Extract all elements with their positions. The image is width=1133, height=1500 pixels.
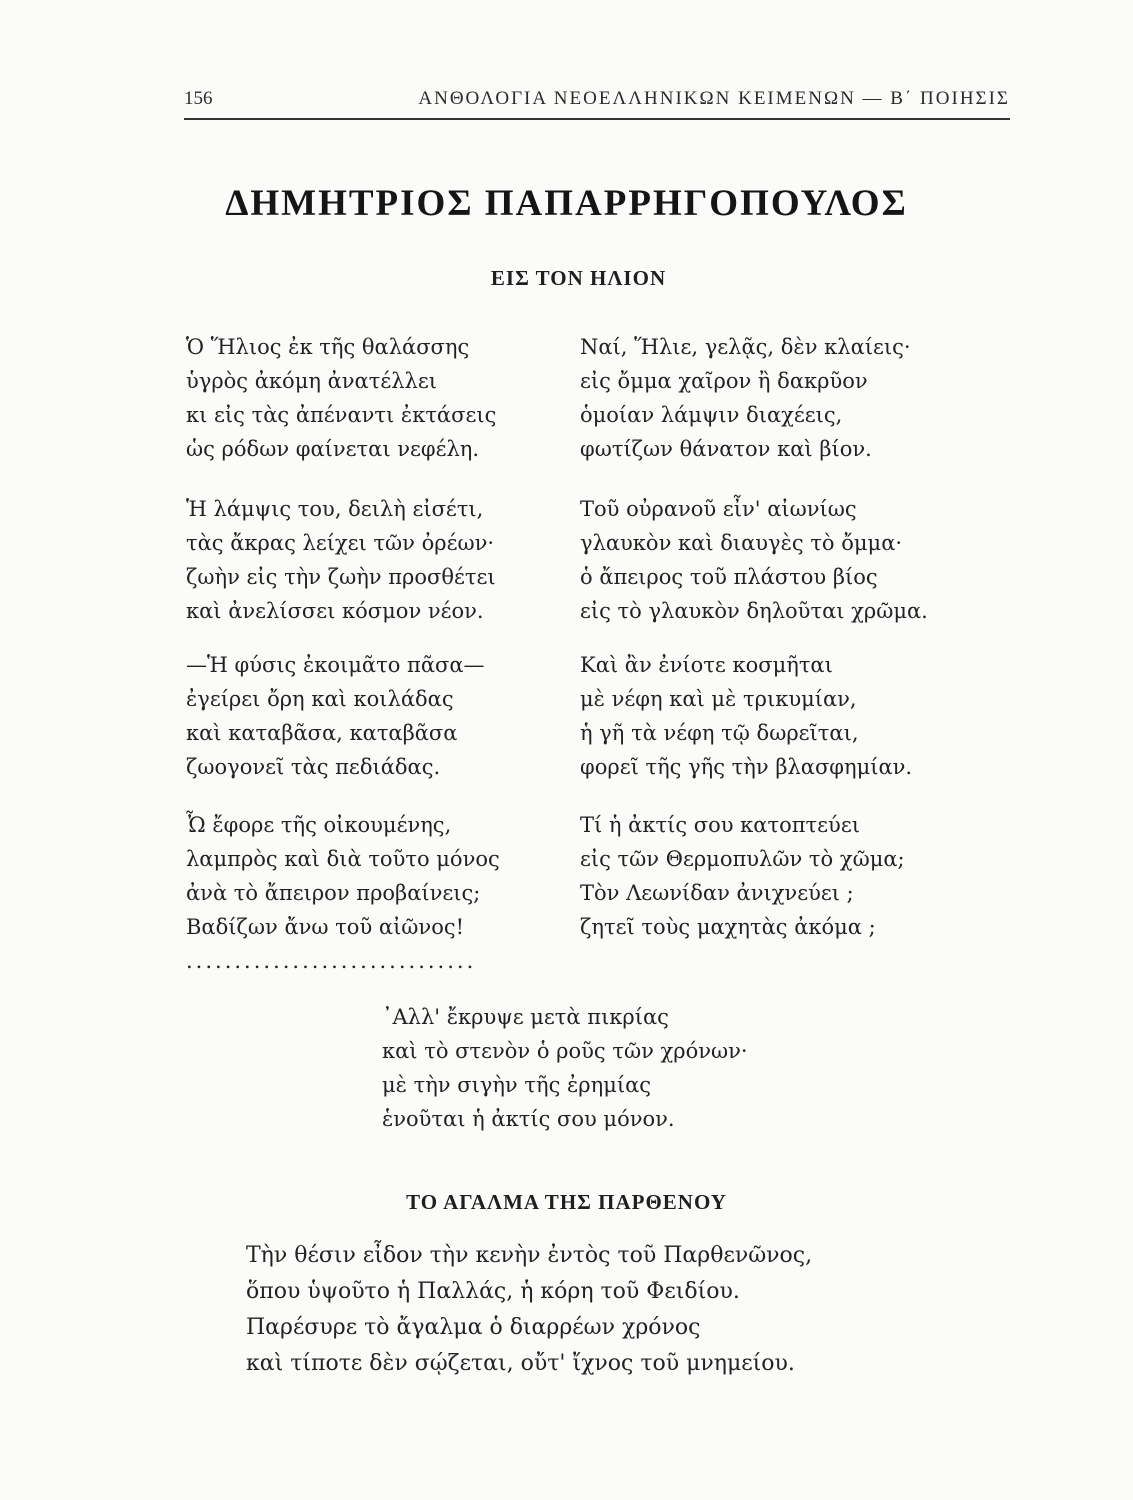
verse-line: Τὸν Λεωνίδαν ἀνιχνεύει ; — [580, 881, 854, 905]
verse-line: Τοῦ οὐρανοῦ εἶν' αἰωνίως — [580, 497, 857, 521]
verse-line: καὶ τὸ στενὸν ὁ ροῦς τῶν χρόνων· — [382, 1039, 748, 1063]
poem1-coda-stanza — [382, 1000, 748, 1136]
verse-line: Τί ἡ ἀκτίς σου κατοπτεύει — [580, 813, 860, 837]
stanza — [186, 648, 485, 784]
stanza — [186, 330, 496, 466]
verse-line: εἰς ὄμμα χαῖρον ἢ δακρῦον — [580, 369, 868, 393]
verse-line: μὲ νέφη καὶ μὲ τρικυμίαν, — [580, 687, 857, 711]
verse-line: εἰς τὸ γλαυκὸν δηλοῦται χρῶμα. — [580, 599, 928, 623]
verse-line: λαμπρὸς καὶ διὰ τοῦτο μόνος — [186, 847, 500, 871]
verse-line: Ναί, Ἥλιε, γελᾷς, δὲν κλαίεις· — [580, 335, 911, 359]
stanza — [186, 492, 496, 628]
verse-line: ὅπου ὑψοῦτο ἡ Παλλάς, ἡ κόρη τοῦ Φειδίου. — [246, 1279, 740, 1304]
verse-line: ὑγρὸς ἀκόμη ἀνατέλλει — [186, 369, 437, 393]
verse-line: Ἡ λάμψις του, δειλὴ εἰσέτι, — [186, 497, 484, 521]
verse-line: ἐγείρει ὄρη καὶ κοιλάδας — [186, 687, 454, 711]
page-number: 156 — [184, 88, 213, 109]
poem-title-statue: ΤΟ ΑΓΑΛΜΑ ΤΗΣ ΠΑΡΘΕΝΟΥ — [406, 1190, 727, 1214]
verse-line: Βαδίζων ἄνω τοῦ αἰῶνος! — [186, 915, 465, 939]
verse-line: ὁμοίαν λάμψιν διαχέεις, — [580, 403, 843, 427]
verse-line: ζητεῖ τοὺς μαχητὰς ἀκόμα ; — [580, 915, 876, 939]
verse-line: Τὴν θέσιν εἶδον τὴν κενὴν ἐντὸς τοῦ Παρθενῶνος, — [246, 1243, 813, 1268]
verse-line: ᾿Αλλ' ἔκρυψε μετὰ πικρίας — [382, 1005, 669, 1029]
verse-line: μὲ τὴν σιγὴν τῆς ἐρημίας — [382, 1073, 652, 1097]
verse-line: γλαυκὸν καὶ διαυγὲς τὸ ὄμμα· — [580, 531, 903, 555]
verse-line: Ὁ Ἥλιος ἐκ τῆς θαλάσσης — [186, 335, 470, 359]
verse-line: Ὦ ἔφορε τῆς οἰκουμένης, — [186, 813, 452, 837]
verse-line: ζωὴν εἰς τὴν ζωὴν προσθέτει — [186, 565, 496, 589]
verse-line: φορεῖ τῆς γῆς τὴν βλασφημίαν. — [580, 755, 913, 779]
verse-line: Παρέσυρε τὸ ἄγαλμα ὁ διαρρέων χρόνος — [246, 1315, 701, 1340]
ellipsis-line: .............................. — [186, 949, 477, 973]
verse-line: —Ἡ φύσις ἐκοιμᾶτο πᾶσα— — [186, 653, 485, 677]
verse-line: τὰς ἄκρας λείχει τῶν ὀρέων· — [186, 531, 495, 555]
verse-line: κι εἰς τὰς ἀπέναντι ἐκτάσεις — [186, 403, 497, 427]
verse-line: καὶ ἀνελίσσει κόσμον νέον. — [186, 599, 484, 623]
verse-line: καὶ τίποτε δὲν σῴζεται, οὔτ' ἴχνος τοῦ μνημείου. — [246, 1351, 795, 1376]
verse-line: ἡ γῆ τὰ νέφη τῷ δωρεῖται, — [580, 721, 859, 745]
stanza — [580, 808, 905, 944]
verse-line: εἰς τῶν Θερμοπυλῶν τὸ χῶμα; — [580, 847, 905, 871]
header-rule — [184, 118, 1010, 120]
stanza — [580, 330, 911, 466]
verse-line: καὶ καταβᾶσα, καταβᾶσα — [186, 721, 458, 745]
stanza — [580, 648, 912, 784]
stanza — [580, 492, 928, 628]
verse-line: ὁ ἄπειρος τοῦ πλάστου βίος — [580, 565, 878, 589]
author-heading: ΔΗΜΗΤΡΙΟΣ ΠΑΠΑΡΡΗΓΟΠΟΥΛΟΣ — [225, 183, 908, 224]
verse-line: φωτίζων θάνατον καὶ βίον. — [580, 437, 872, 461]
verse-line: ἑνοῦται ἡ ἀκτίς σου μόνον. — [382, 1107, 675, 1131]
verse-line: ζωογονεῖ τὰς πεδιάδας. — [186, 755, 441, 779]
verse-line: ἀνὰ τὸ ἄπειρον προβαίνεις; — [186, 881, 481, 905]
poem2-stanza — [246, 1238, 812, 1382]
verse-line: Καὶ ἂν ἐνίοτε κοσμῆται — [580, 653, 833, 677]
running-title: ΑΝΘΟΛΟΓΙΑ ΝΕΟΕΛΛΗΝΙΚΩΝ ΚΕΙΜΕΝΩΝ — Β΄ ΠΟΙΗΣΙΣ — [418, 88, 1010, 109]
poem-title-sun: ΕΙΣ ΤΟΝ ΗΛΙΟΝ — [490, 266, 667, 290]
stanza — [186, 808, 500, 978]
verse-line: ὡς ρόδων φαίνεται νεφέλη. — [186, 437, 480, 461]
